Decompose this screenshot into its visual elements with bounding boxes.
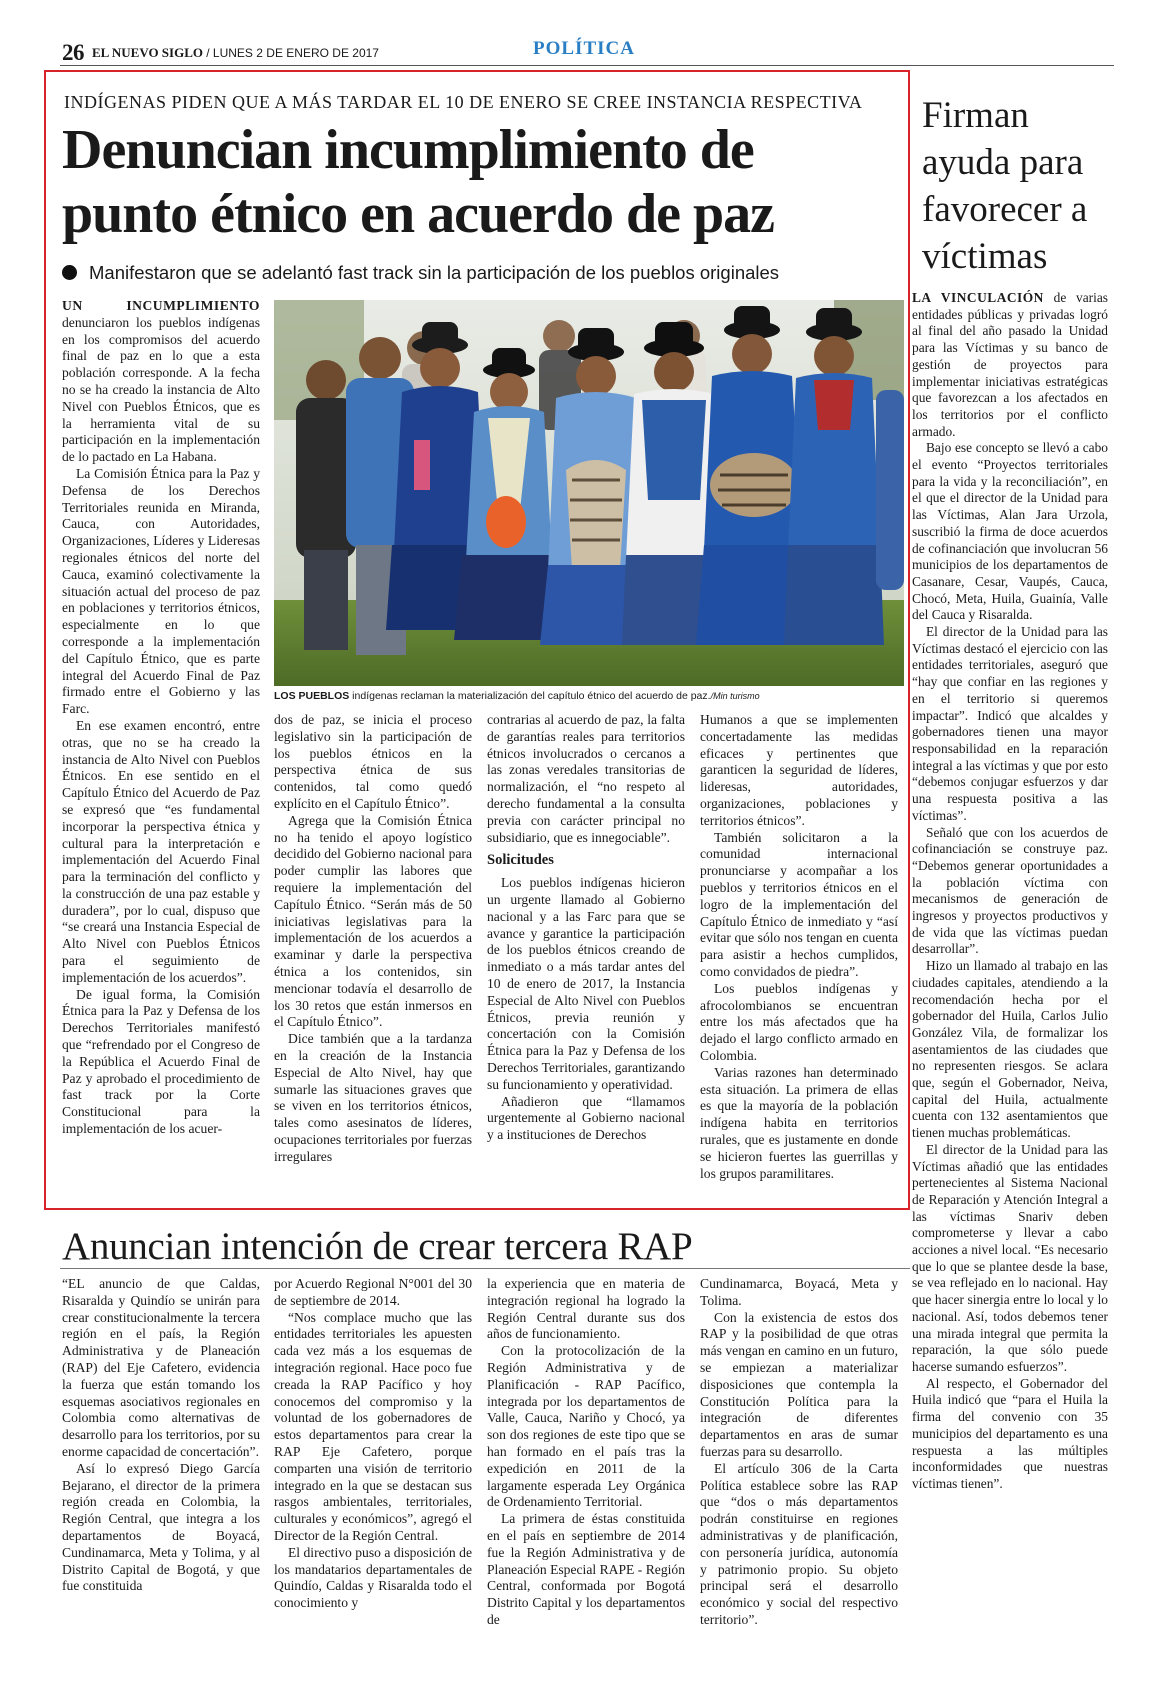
lead-in: LA VINCULACIÓN bbox=[912, 290, 1044, 305]
section-title: POLÍTICA bbox=[533, 38, 635, 59]
paper-name bbox=[92, 45, 379, 61]
paragraph: En ese examen encontró, entre otras, que no se ha creado la instancia de Alto Nivel con Pueblos Étnicos. En ese sentido en el Capítulo Étnico del Acuerdo de Paz se expresó que “es fundamental incorporar la perspectiva étnica y cultural para la interpretación e implementación del Acuerdo Final para la terminación del conflicto y la construcción de una paz estable y duradera”, por lo cual, dispuso que “se creará una Instancia Especial de Alto Nivel con Pueblos Étnicos para el seguimiento de implementación de los acuerdos”. bbox=[62, 717, 260, 985]
main-col-4 bbox=[700, 712, 898, 1182]
paragraph bbox=[62, 298, 260, 466]
page-number: 26 bbox=[62, 40, 84, 65]
headline-line-1: Denuncian incumplimiento de bbox=[62, 119, 754, 181]
paper-name-text: EL NUEVO SIGLO bbox=[92, 45, 203, 60]
side-headline: Firman ayuda para favorecer a víctimas bbox=[922, 95, 1088, 277]
paragraph bbox=[912, 290, 1108, 440]
rap-col-2 bbox=[274, 1276, 472, 1612]
paragraph: Hizo un llamado al trabajo en las ciudades capitales, atendiendo a la recomendación hecha por el gobernador del Huila, Carlos Julio González Vila, de formalizar los asentamientos de las ciudades que no representen riesgos. Se aclara que, según el Gobernador, Neiva, capital del Huila, actualmente cuenta con 132 asentamientos que tienen muchas problemáticas. bbox=[912, 958, 1108, 1141]
paragraph: El artículo 306 de la Carta Política establece sobre las RAP que “dos o más departamentos podrán constituirse en regiones administrativas y de planificación, con personería jurídica, autonomía y patrimonio propio. Su objeto principal será el desarrollo económico y social del respectivo territorio”. bbox=[700, 1460, 898, 1627]
main-col-2 bbox=[274, 712, 472, 1166]
paragraph: La primera de éstas constituida en el país en septiembre de 2014 fue la Región Administrativa y de Planeación Especial RAPE - Región Central, conformada por Bogotá Distrito Capital y los departamentos de bbox=[487, 1511, 685, 1627]
deck-text: Manifestaron que se adelantó fast track sin la participación de los pueblos originales bbox=[89, 262, 780, 283]
paragraph: contrarias al acuerdo de paz, la falta de garantías reales para territorios étnicos involucrados o cercanos a las zonas veredales transitorias de normalización, el “no respeto al derecho fundamental a la consulta previa con carácter principal no subsidiario, que es innegociable”. bbox=[487, 712, 685, 845]
paragraph: Dice también que a la tardanza en la creación de la Instancia Especial de Alto Nivel, hay que sumarle las situaciones graves que se viven en los territorios étnicos, tales como asesinatos de líderes, ocupaciones territoriales por fuerzas irregulares bbox=[274, 1031, 472, 1164]
paragraph: “Nos complace mucho que las entidades territoriales les apuesten cada vez más a los esquemas de integración regional. Hace poco fue creada la RAP Pacífico y hoy conocemos del compromiso y la voluntad de los gobernadores de estos departamentos para crear la RAP Eje Cafetero, porque comparten una visión de territorio integrado en la que se destacan sus rasgos ambientales, territoriales, culturales y económicos”, agregó el Director de la Región Central. bbox=[274, 1309, 472, 1543]
paragraph: Con la existencia de estos dos RAP y la posibilidad de que otras más vengan en camino en un futuro, se empiezan a materializar disposiciones que contempla la Constitución Política para la integración de diferentes departamentos en aras de sumar fuerzas para su desarrollo. bbox=[700, 1309, 898, 1459]
caption-text: indígenas reclaman la materialización del capítulo étnico del acuerdo de paz. bbox=[349, 690, 711, 702]
paragraph: Añadieron que “llamamos urgentemente al Gobierno nacional y a instituciones de Derechos bbox=[487, 1093, 685, 1143]
paragraph: Señaló que con los acuerdos de cofinanciación se construye paz. “Debemos generar oportunidades a la población víctima con mecanismos de generación de ingresos y proyectos productivos y de vida que las víctimas puedan desarrollar”. bbox=[912, 824, 1108, 957]
paragraph: Cundinamarca, Boyacá, Meta y Tolima. bbox=[700, 1276, 898, 1308]
main-col-3 bbox=[487, 712, 685, 1144]
paragraph: También solicitaron a la comunidad internacional pronunciarse y acompañar a los pueblos y territorios étnicos en el logro de la implementación del Capítulo Étnico de inmediato y “así evitar que sólo nos tengan en cuenta para asistir a hechos cumplidos, como convidados de piedra”. bbox=[700, 829, 898, 979]
paragraph: “EL anuncio de que Caldas, Risaralda y Quindío se unirán para crear constitucionalmente la tercera región en el país, la Región Administrativa y de Planeación (RAP) del Eje Cafetero, evidencia la fuerza que están tomando los esquemas asociativos regionales en Colombia como alternativas de desarrollo para los territorios, por su enorme capacidad de concertación”. bbox=[62, 1276, 260, 1459]
paragraph: Los pueblos indígenas hicieron un urgente llamado al Gobierno nacional y a las Farc para que se avance y garantice la participación de los pueblos étnicos creando de inmediato o a más tardar antes del 10 de enero de 2017, la Instancia Especial de Alto Nivel con Pueblos Étnicos, previa reunión y concertación con la Comisión Étnica para la Paz y Defensa de los Derechos Territoriales, garantizando su funcionamiento y operatividad. bbox=[487, 875, 685, 1092]
bullet-icon bbox=[62, 265, 77, 280]
paragraph: por Acuerdo Regional N°001 del 30 de septiembre de 2014. bbox=[274, 1276, 472, 1308]
paragraph: Así lo expresó Diego García Bejarano, el director de la primera región creada en Colombia, la Región Central, que integra a los departamentos de Boyacá, Cundinamarca, Meta y Tolima, y al Distrito Capital de Bogotá, y que fue constituida bbox=[62, 1460, 260, 1594]
paragraph: Bajo ese concepto se llevó a cabo el evento “Proyectos territoriales para la vida y la reconciliación”, en el que el director de la Unidad para las Víctimas, Alan Jara Urzola, suscribió la firma de doce acuerdos de cofinanciación que involucran 56 municipios de los departamentos de Casanare, Cesar, Vaupés, Cauca, Chocó, Meta, Huila, Guainía, Valle del Cauca y Risaralda. bbox=[912, 440, 1108, 623]
paragraph: Los pueblos indígenas y afrocolombianos se encuentran entre los más afectados que ha dejado el largo conflicto armado en Colombia. bbox=[700, 980, 898, 1063]
paragraph: dos de paz, se inicia el proceso legislativo sin la participación de los pueblos étnicos en la perspectiva étnica de sus contenidos, tal como quedó explícito en el Capítulo Étnico”. bbox=[274, 712, 472, 811]
paragraph-text: de varias entidades públicas y privadas logró al final del año pasado la Unidad para las Víctimas y su banco de gestión de proyectos para implementar iniciativas estratégicas que favorezcan a los afectados en los territorios por el conflicto armado. bbox=[912, 290, 1108, 439]
paragraph-text: denunciaron los pueblos indígenas en los compromisos del acuerdo final de paz en lo que a esta población corresponde. A la fecha no se ha creado la instancia de Alto Nivel con Pueblos Étnicos, que es la herramienta vital de su participación en la implementación de lo pactado en La Habana. bbox=[62, 314, 260, 465]
main-deck bbox=[62, 262, 912, 284]
main-headline bbox=[62, 118, 912, 246]
rap-col-1 bbox=[62, 1276, 260, 1595]
indigenous-crowd-photo bbox=[274, 300, 904, 686]
paragraph: Varias razones han determinado esta situación. La primera de ellas es que la mayoría de la población indígena habita en territorios rurales, que es justamente en donde se hicieron fuertes las guerrillas y los grupos paramilitares. bbox=[700, 1064, 898, 1181]
photo-credit: /Min turismo bbox=[710, 691, 760, 701]
paragraph: El director de la Unidad para las Víctimas añadió que las entidades pertenecientes al Sistema Nacional de Reparación y Atención Integral a las víctimas Snariv deben comprometerse y llevar a cabo acciones a nivel local. “Es necesario que lo que se plantee desde la base, se vea reflejado en lo nacional. Hay que hacer sinergia entre lo local y lo nacional. Así, todos debemos tener una mirada integral que permita la reparación, la que sólo puede hacerse sumando esfuerzos”. bbox=[912, 1141, 1108, 1374]
paragraph: La Comisión Étnica para la Paz y Defensa de los Derechos Territoriales reunida en Miranda, Cauca, con Autoridades, Organizaciones, Líderes y Lideresas regionales étnicos del norte del Cauca, examinó colectivamente la situación actual del proceso de paz en poblaciones y territorios étnicos, especialmente en lo que corresponde a la implementación del Capítulo Étnico, que es parte integral del Acuerdo Final de Paz firmado entre el Gobierno y las Farc. bbox=[62, 465, 260, 717]
header-rule bbox=[60, 65, 1114, 66]
paragraph: El directivo puso a disposición de los mandatarios departamentales de Quindío, Caldas y Risaralda todo el conocimiento y bbox=[274, 1544, 472, 1611]
paragraph: Con la protocolización de la Región Administrativa y de Planificación - RAP Pacífico, integrada por los departamentos de Valle, Cauca, Nariño y Chocó, ya son dos regiones de este tipo que se han formado en el país tras la expedición en 2011 de la largamente esperada Ley Orgánica de Ordenamiento Territorial. bbox=[487, 1343, 685, 1510]
rap-col-3 bbox=[487, 1276, 685, 1629]
caption-lead: LOS PUEBLOS bbox=[274, 690, 350, 702]
main-kicker: INDÍGENAS PIDEN QUE A MÁS TARDAR EL 10 DE ENERO SE CREE INSTANCIA RESPECTIVA bbox=[64, 92, 863, 112]
news-photo bbox=[274, 300, 904, 686]
paragraph: la experiencia que en materia de integración regional ha logrado la Región Central durante sus dos años de funcionamiento. bbox=[487, 1276, 685, 1342]
rap-col-4 bbox=[700, 1276, 898, 1629]
side-column bbox=[912, 290, 1108, 1493]
main-col-1 bbox=[62, 298, 260, 1138]
paragraph: Agrega que la Comisión Étnica no ha tenido el apoyo logístico decidido del Gobierno nacional para poder cumplir las labores que requiere la implementación del Capítulo Étnico. “Serán más de 50 iniciativas legislativas para la implementación de los acuerdos a examinar y darle la perspectiva étnica a los contenidos, sin mencionar todavía el desarrollo de los 30 retos que están inmersos en el Capítulo Étnico”. bbox=[274, 812, 472, 1030]
rap-headline: Anuncian intención de crear tercera RAP bbox=[62, 1225, 693, 1268]
headline-line-2: punto étnico en acuerdo de paz bbox=[62, 183, 774, 245]
paragraph: Humanos a que se implementen concertadamente las medidas eficaces y pertinentes que garanticen la seguridad de líderes, lideresas, autoridades, organizaciones, poblaciones y territorios étnicos”. bbox=[700, 712, 898, 828]
issue-date: / LUNES 2 DE ENERO DE 2017 bbox=[206, 46, 379, 60]
paragraph: El director de la Unidad para las Víctimas destacó el ejercicio con las entidades territoriales, aseguró que “hay que confiar en las regiones y en el territorio si queremos impactar”. Indicó que alcaldes y gobernadores tienen una mayor responsabilidad en la reparación integral a las víctimas y que por esto “debemos conjugar esfuerzos y dar una respuesta positiva a las víctimas”. bbox=[912, 624, 1108, 823]
rap-rule bbox=[60, 1268, 910, 1269]
lead-in: UN INCUMPLIMIENTO bbox=[62, 298, 260, 313]
subhead-solicitudes: Solicitudes bbox=[487, 852, 554, 869]
paragraph: De igual forma, la Comisión Étnica para la Paz y Defensa de los Derechos Territoriales manifestó que “refrendado por el Congreso de la República el Acuerdo Final de Paz y aprobado el procedimiento de fast track por la Corte Constitucional para la implementación de los acuer- bbox=[62, 986, 260, 1137]
paragraph: Al respecto, el Gobernador del Huila indicó que “para el Huila la firma del convenio con 35 municipios del departamento es una respuesta a las múltiples inconformidades que nuestras víctimas tienen”. bbox=[912, 1375, 1108, 1491]
photo-caption bbox=[274, 690, 904, 702]
